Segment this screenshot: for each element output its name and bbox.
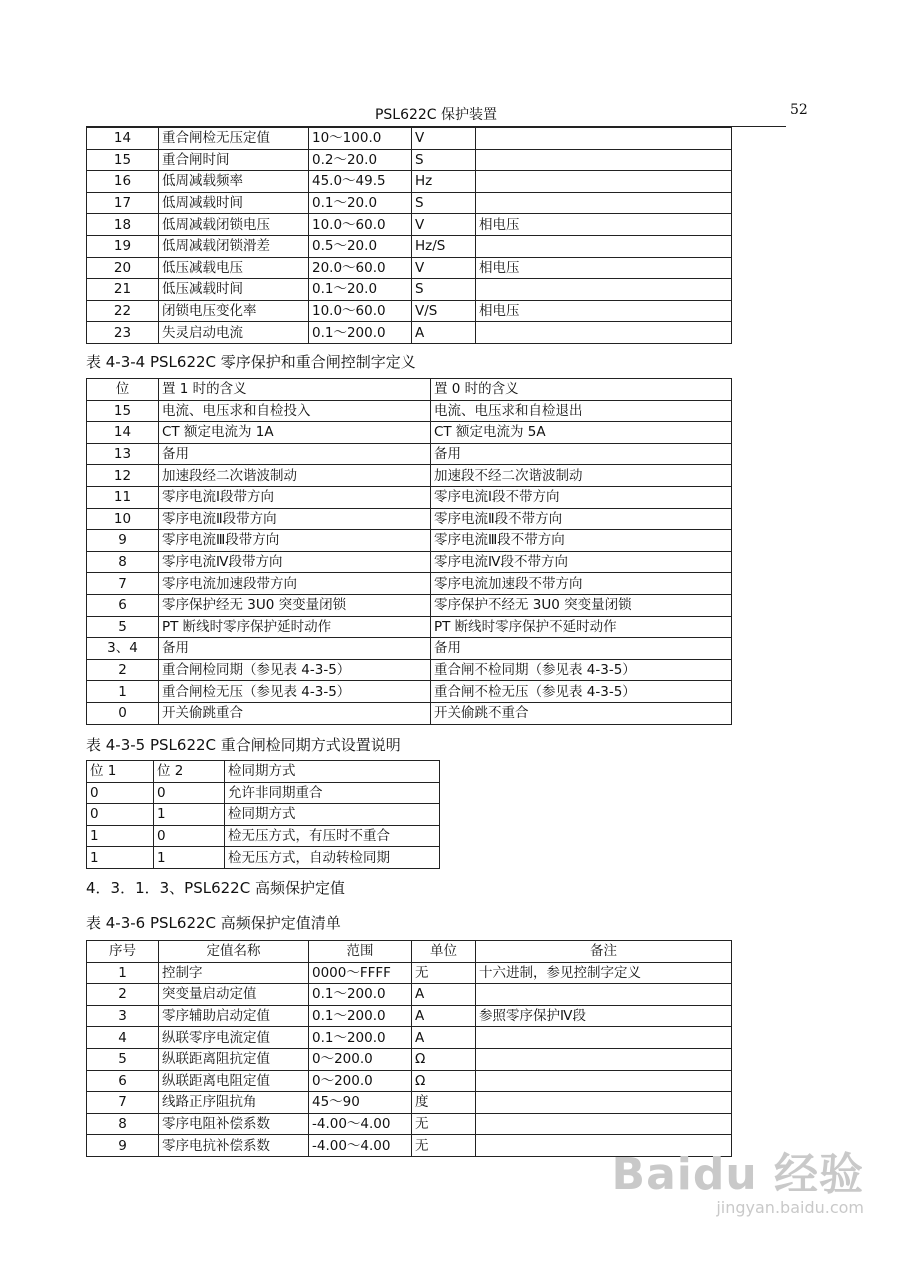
watermark-logo: Baidu 经验 — [611, 1149, 864, 1200]
table2-row-cell: 零序电流Ⅱ段带方向 — [159, 508, 431, 530]
table2-row — [87, 638, 732, 660]
table4-header-row — [87, 941, 732, 963]
table1-row-cell: 重合闸时间 — [159, 149, 309, 171]
table2-row-cell: 开关偷跳不重合 — [431, 702, 732, 724]
table3-row — [87, 847, 440, 869]
table3-header-cell: 检同期方式 — [225, 761, 440, 783]
table2-row-cell: 12 — [87, 465, 159, 487]
table4-row — [87, 1048, 732, 1070]
table2-row-cell: 加速段经二次谐波制动 — [159, 465, 431, 487]
table4-row-cell: A — [412, 984, 476, 1006]
table2-row-cell: 7 — [87, 573, 159, 595]
table2-row-cell: 备用 — [159, 638, 431, 660]
table1-row-cell — [476, 128, 732, 150]
table4-row-cell: 0～200.0 — [309, 1070, 412, 1092]
table4-row-cell: 0～200.0 — [309, 1048, 412, 1070]
table-4-3-3-continued — [86, 127, 732, 344]
table2-row — [87, 616, 732, 638]
table3-caption: 表 4-3-5 PSL622C 重合闸检同期方式设置说明 — [86, 736, 401, 754]
table1-row-cell: 20.0～60.0 — [309, 257, 412, 279]
table1-row-cell: 22 — [87, 300, 159, 322]
table3-row — [87, 782, 440, 804]
table2-row-cell: CT 额定电流为 1A — [159, 422, 431, 444]
table2-row — [87, 400, 732, 422]
table1-row-cell: 14 — [87, 128, 159, 150]
table1-row — [87, 171, 732, 193]
table2-row-cell: PT 断线时零序保护不延时动作 — [431, 616, 732, 638]
table2-row-cell: 零序电流Ⅲ段带方向 — [159, 530, 431, 552]
table2-row — [87, 530, 732, 552]
table3-row-cell: 1 — [87, 825, 154, 847]
table4-row-cell: 1 — [87, 962, 159, 984]
table2-row-cell: 10 — [87, 508, 159, 530]
table1-row-cell: S — [412, 149, 476, 171]
table3-row-cell: 检无压方式，有压时不重合 — [225, 825, 440, 847]
table4-row-cell: 6 — [87, 1070, 159, 1092]
table2-row-cell: 零序电流Ⅲ段不带方向 — [431, 530, 732, 552]
table1-row — [87, 214, 732, 236]
table2-row-cell: 零序保护经无 3U0 突变量闭锁 — [159, 594, 431, 616]
table3-row-cell: 0 — [87, 804, 154, 826]
table2-row-cell: 备用 — [159, 443, 431, 465]
table2-row-cell: 备用 — [431, 443, 732, 465]
table4-row-cell: 9 — [87, 1135, 159, 1157]
table2-row — [87, 573, 732, 595]
table3-row-cell: 1 — [154, 804, 225, 826]
table4-row-cell — [476, 1027, 732, 1049]
table1-row-cell: 低周减载闭锁电压 — [159, 214, 309, 236]
table2-row-cell: 备用 — [431, 638, 732, 660]
table4-row-cell: -4.00～4.00 — [309, 1113, 412, 1135]
table2-row-cell: 0 — [87, 702, 159, 724]
table1-row-cell: V/S — [412, 300, 476, 322]
table3-row-cell: 0 — [154, 825, 225, 847]
table4-row-cell: 线路正序阻抗角 — [159, 1092, 309, 1114]
table4-row-cell — [476, 984, 732, 1006]
table1-row-cell: 重合闸检无压定值 — [159, 128, 309, 150]
table1-row-cell: 16 — [87, 171, 159, 193]
table1-row-cell: 10～100.0 — [309, 128, 412, 150]
table4-row-cell: 0.1～200.0 — [309, 984, 412, 1006]
table-4-3-5 — [86, 760, 440, 869]
table4-row-cell: 零序电阻补偿系数 — [159, 1113, 309, 1135]
table1-row-cell — [476, 235, 732, 257]
table-4-3-6 — [86, 940, 732, 1157]
table2-row-cell: 加速段不经二次谐波制动 — [431, 465, 732, 487]
header-title: PSL622C 保护装置 — [374, 107, 498, 123]
table2-row-cell: 11 — [87, 486, 159, 508]
table3-row-cell: 0 — [154, 782, 225, 804]
table3-header-cell: 位 1 — [87, 761, 154, 783]
table4-header-cell: 序号 — [87, 941, 159, 963]
table2-row-cell: 1 — [87, 681, 159, 703]
table2-row — [87, 443, 732, 465]
table1-row-cell: 20 — [87, 257, 159, 279]
table4-row-cell: 0.1～200.0 — [309, 1027, 412, 1049]
section-heading: 4．3．1．3、PSL622C 高频保护定值 — [86, 879, 345, 897]
table4-row-cell: 度 — [412, 1092, 476, 1114]
table1-row-cell: 18 — [87, 214, 159, 236]
table4-row-cell: Ω — [412, 1048, 476, 1070]
table2-row-cell: 零序电流Ⅰ段带方向 — [159, 486, 431, 508]
table2-row-cell: 电流、电压求和自检退出 — [431, 400, 732, 422]
table2-row — [87, 486, 732, 508]
table4-row-cell: 零序辅助启动定值 — [159, 1005, 309, 1027]
table1-row-cell: 0.5～20.0 — [309, 235, 412, 257]
table1-row — [87, 279, 732, 301]
table4-row-cell: 十六进制，参见控制字定义 — [476, 962, 732, 984]
table1-row-cell: V — [412, 257, 476, 279]
table2-row-cell: 14 — [87, 422, 159, 444]
table2-row-cell: 零序电流Ⅰ段不带方向 — [431, 486, 732, 508]
table2-row-cell: 重合闸不检无压（参见表 4-3-5） — [431, 681, 732, 703]
table4-row-cell: 纵联零序电流定值 — [159, 1027, 309, 1049]
table-4-3-4 — [86, 378, 732, 725]
table1-row-cell: 低周减载时间 — [159, 192, 309, 214]
table2-row-cell: 零序电流加速段不带方向 — [431, 573, 732, 595]
table1-row-cell: 15 — [87, 149, 159, 171]
table1-row-cell: 闭锁电压变化率 — [159, 300, 309, 322]
table4-row — [87, 962, 732, 984]
table4-row-cell: A — [412, 1005, 476, 1027]
table2-header-row — [87, 379, 732, 401]
table4-row — [87, 1070, 732, 1092]
table4-row-cell: 纵联距离电阻定值 — [159, 1070, 309, 1092]
table3-body — [87, 782, 440, 868]
table1-row-cell: 低周减载闭锁滑差 — [159, 235, 309, 257]
table2-header-cell: 置 0 时的含义 — [431, 379, 732, 401]
table4-row-cell: 突变量启动定值 — [159, 984, 309, 1006]
table4-row-cell: 纵联距离阻抗定值 — [159, 1048, 309, 1070]
table1-row-cell: 0.1～20.0 — [309, 279, 412, 301]
page-number: 52 — [790, 102, 808, 118]
table3-header-cell: 位 2 — [154, 761, 225, 783]
table4-row-cell: A — [412, 1027, 476, 1049]
watermark-url: jingyan.baidu.com — [716, 1198, 864, 1217]
table1-row — [87, 192, 732, 214]
table3-row — [87, 825, 440, 847]
table1-row-cell: Hz — [412, 171, 476, 193]
table1-row — [87, 300, 732, 322]
table2-row — [87, 659, 732, 681]
table2-row-cell: 零序电流Ⅱ段不带方向 — [431, 508, 732, 530]
table4-row-cell: 45～90 — [309, 1092, 412, 1114]
table4-row-cell: 2 — [87, 984, 159, 1006]
table2-row-cell: 开关偷跳重合 — [159, 702, 431, 724]
table2-row-cell: 重合闸检无压（参见表 4-3-5） — [159, 681, 431, 703]
table1-row-cell: 低周减载频率 — [159, 171, 309, 193]
table2-row — [87, 594, 732, 616]
table2-row-cell: CT 额定电流为 5A — [431, 422, 732, 444]
table1-row-cell: 失灵启动电流 — [159, 322, 309, 344]
table2-row-cell: 13 — [87, 443, 159, 465]
table1-row-cell: 17 — [87, 192, 159, 214]
table1-row-cell: 21 — [87, 279, 159, 301]
table1-row-cell: 0.1～200.0 — [309, 322, 412, 344]
table1-row-cell: S — [412, 192, 476, 214]
table3-row-cell: 1 — [154, 847, 225, 869]
table3-row-cell: 允许非同期重合 — [225, 782, 440, 804]
table1-row-cell: 23 — [87, 322, 159, 344]
table3-row — [87, 804, 440, 826]
table4-header-cell: 单位 — [412, 941, 476, 963]
table2-caption: 表 4-3-4 PSL622C 零序保护和重合闸控制字定义 — [86, 353, 416, 371]
table4-row — [87, 1027, 732, 1049]
table4-row-cell: 零序电抗补偿系数 — [159, 1135, 309, 1157]
table4-row-cell: -4.00～4.00 — [309, 1135, 412, 1157]
table1-row — [87, 257, 732, 279]
table1-row-cell — [476, 171, 732, 193]
table4-row — [87, 1005, 732, 1027]
table2-header-cell: 位 — [87, 379, 159, 401]
table2-row-cell: 电流、电压求和自检投入 — [159, 400, 431, 422]
table1-row-cell: V — [412, 128, 476, 150]
table2-row — [87, 551, 732, 573]
table2-row — [87, 422, 732, 444]
table1-row-cell: 0.2～20.0 — [309, 149, 412, 171]
table2-row-cell: 5 — [87, 616, 159, 638]
table2-row-cell: 重合闸检同期（参见表 4-3-5） — [159, 659, 431, 681]
table1-row-cell: V — [412, 214, 476, 236]
table2-row-cell: 9 — [87, 530, 159, 552]
table1-row — [87, 149, 732, 171]
table4-row-cell: 7 — [87, 1092, 159, 1114]
table4-row-cell: 参照零序保护Ⅳ段 — [476, 1005, 732, 1027]
table4-row-cell: 无 — [412, 962, 476, 984]
table2-row-cell: 6 — [87, 594, 159, 616]
table1-row-cell: S — [412, 279, 476, 301]
table2-row-cell: 15 — [87, 400, 159, 422]
page-header — [86, 104, 786, 127]
table4-header-cell: 定值名称 — [159, 941, 309, 963]
table1-row-cell: 相电压 — [476, 300, 732, 322]
table4-caption: 表 4-3-6 PSL622C 高频保护定值清单 — [86, 914, 341, 932]
table2-row-cell: 3、4 — [87, 638, 159, 660]
table4-row — [87, 984, 732, 1006]
table1-row — [87, 235, 732, 257]
table1-row-cell: A — [412, 322, 476, 344]
table4-row-cell: 无 — [412, 1113, 476, 1135]
table1-row — [87, 128, 732, 150]
table1-row-cell: Hz/S — [412, 235, 476, 257]
table4-row — [87, 1113, 732, 1135]
baidu-watermark — [612, 1138, 864, 1217]
table3-row-cell: 检同期方式 — [225, 804, 440, 826]
table1-row-cell: 低压减载时间 — [159, 279, 309, 301]
table1-body — [87, 128, 732, 344]
table4-row-cell: 4 — [87, 1027, 159, 1049]
table3-row-cell: 0 — [87, 782, 154, 804]
table1-row-cell: 0.1～20.0 — [309, 192, 412, 214]
table1-row — [87, 322, 732, 344]
table4-header-cell: 范围 — [309, 941, 412, 963]
table4-row-cell: 无 — [412, 1135, 476, 1157]
table2-header-cell: 置 1 时的含义 — [159, 379, 431, 401]
table4-row-cell — [476, 1048, 732, 1070]
table1-row-cell: 10.0～60.0 — [309, 300, 412, 322]
table4-row-cell: 控制字 — [159, 962, 309, 984]
table2-row-cell: 零序电流加速段带方向 — [159, 573, 431, 595]
table1-row-cell: 19 — [87, 235, 159, 257]
table2-row-cell: 零序保护不经无 3U0 突变量闭锁 — [431, 594, 732, 616]
table1-row-cell: 相电压 — [476, 257, 732, 279]
table4-row-cell: 5 — [87, 1048, 159, 1070]
table1-row-cell — [476, 279, 732, 301]
table2-row-cell: PT 断线时零序保护延时动作 — [159, 616, 431, 638]
table4-row-cell — [476, 1070, 732, 1092]
table1-row-cell — [476, 149, 732, 171]
table4-row-cell: 3 — [87, 1005, 159, 1027]
table1-row-cell: 低压减载电压 — [159, 257, 309, 279]
table4-row-cell — [476, 1113, 732, 1135]
table3-row-cell: 检无压方式，自动转检同期 — [225, 847, 440, 869]
table2-body — [87, 400, 732, 724]
table1-row-cell: 45.0～49.5 — [309, 171, 412, 193]
table4-body — [87, 962, 732, 1156]
table4-row-cell — [476, 1092, 732, 1114]
table2-row-cell: 8 — [87, 551, 159, 573]
table1-row-cell — [476, 192, 732, 214]
table4-row-cell: 8 — [87, 1113, 159, 1135]
table2-row-cell: 零序电流Ⅳ段不带方向 — [431, 551, 732, 573]
table4-row-cell: 0.1～200.0 — [309, 1005, 412, 1027]
table4-row-cell: Ω — [412, 1070, 476, 1092]
table2-row-cell: 重合闸不检同期（参见表 4-3-5） — [431, 659, 732, 681]
table1-row-cell: 10.0～60.0 — [309, 214, 412, 236]
table1-row-cell: 相电压 — [476, 214, 732, 236]
table3-header-row — [87, 761, 440, 783]
table2-row — [87, 681, 732, 703]
table2-row — [87, 465, 732, 487]
table4-row — [87, 1092, 732, 1114]
table3-row-cell: 1 — [87, 847, 154, 869]
table2-row — [87, 508, 732, 530]
table1-row-cell — [476, 322, 732, 344]
table2-row-cell: 2 — [87, 659, 159, 681]
table2-row-cell: 零序电流Ⅳ段带方向 — [159, 551, 431, 573]
table4-header-cell: 备注 — [476, 941, 732, 963]
table2-row — [87, 702, 732, 724]
table4-row-cell: 0000～FFFF — [309, 962, 412, 984]
